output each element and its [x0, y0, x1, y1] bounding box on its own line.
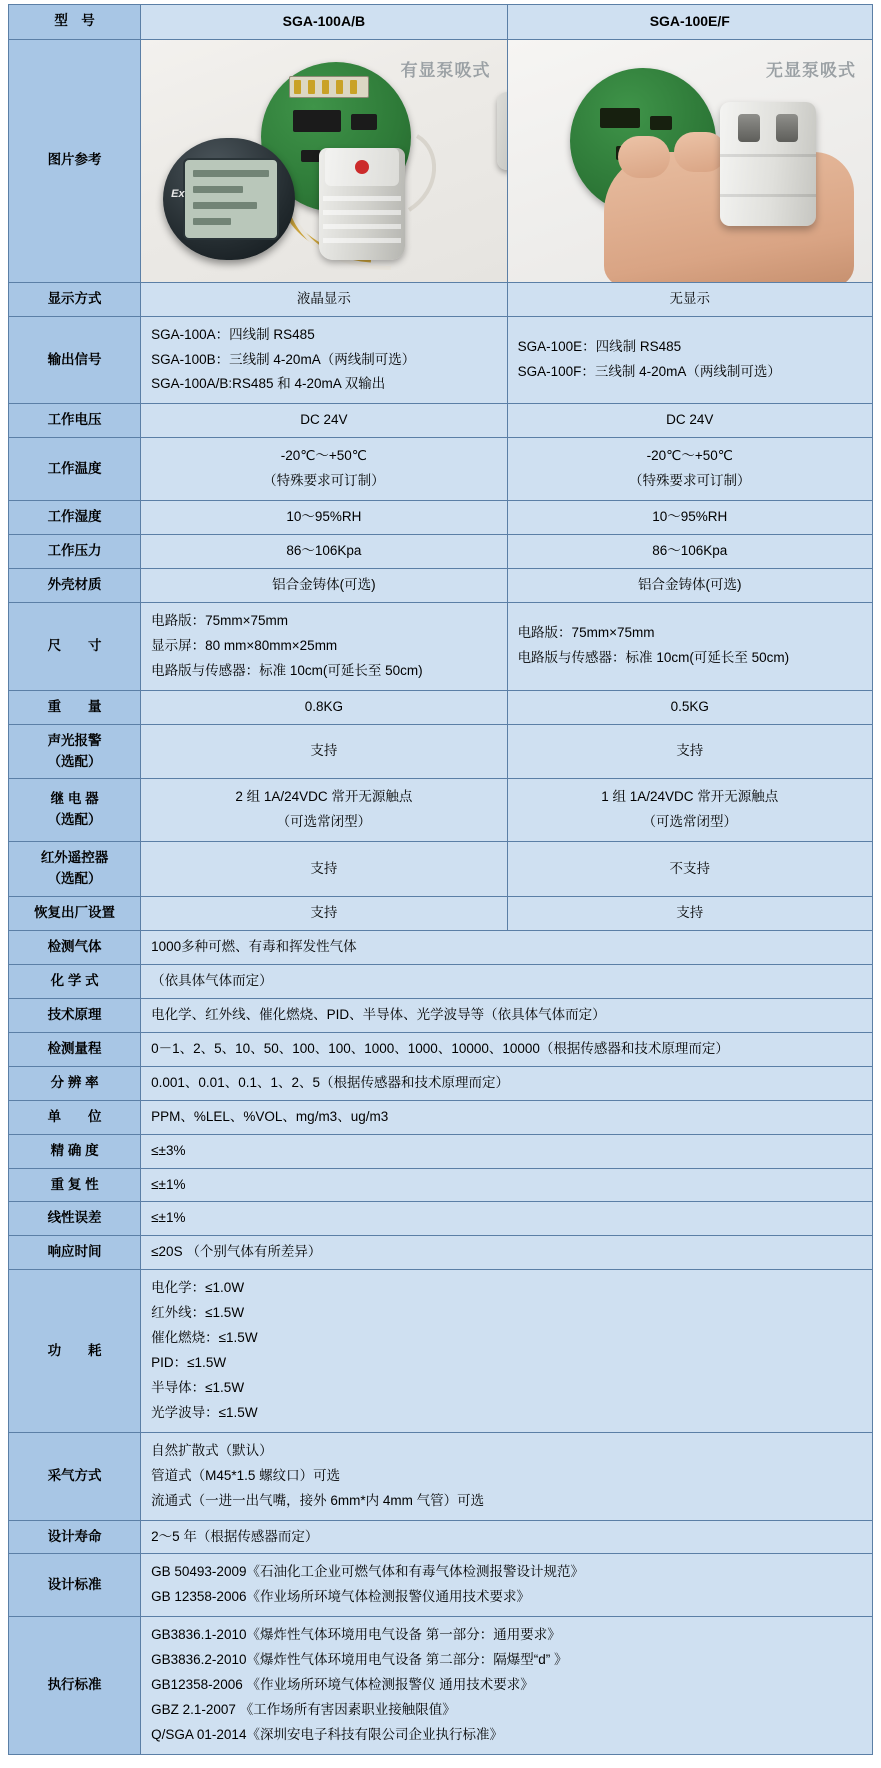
- terminal-block-icon: [289, 76, 369, 98]
- dimension-b-line: 电路版：75mm×75mm: [517, 625, 655, 641]
- relay-b-line: （可选常闭型）: [642, 814, 738, 830]
- dimension-b-line: 电路版与传感器：标准 10cm(可延长至 50cm): [517, 650, 790, 666]
- dimension-a: [141, 602, 507, 690]
- table-row: [9, 1202, 873, 1236]
- execution-standard-line: GBZ 2.1-2007 《工作场所有害因素职业接触限值》: [151, 1702, 456, 1718]
- row-label-alarm-line: （选配）: [47, 753, 102, 769]
- execution-standard-line: Q/SGA 01-2014《深圳安电子科技有限公司企业执行标准》: [151, 1727, 503, 1743]
- alarm-b: 支持: [507, 724, 872, 779]
- display-b: 无显示: [507, 282, 872, 316]
- row-label-temperature: 工作温度: [9, 438, 141, 501]
- alarm-a: 支持: [141, 724, 507, 779]
- product-photo-a: [141, 39, 507, 282]
- table-body: [9, 5, 873, 1755]
- lcd-screen: [183, 158, 279, 240]
- temperature-b-line: （特殊要求可订制）: [629, 473, 751, 489]
- finger: [674, 132, 726, 172]
- row-label-relay: [9, 779, 141, 842]
- row-label-model: 型 号: [9, 5, 141, 40]
- sampling-line: 管道式（M45*1.5 螺纹口）可选: [151, 1467, 341, 1483]
- sensor-large: [319, 148, 405, 260]
- row-label-formula: 化 学 式: [9, 964, 141, 998]
- pressure-a: 86～106Kpa: [141, 535, 507, 569]
- sensor-indicator: [355, 160, 369, 174]
- model-a: SGA-100A/B: [141, 5, 507, 40]
- gas-port-icon: [738, 114, 760, 142]
- row-label-resolution: 分 辨 率: [9, 1066, 141, 1100]
- power-line: 电化学：≤1.0W: [151, 1280, 245, 1296]
- humidity-a: 10～95%RH: [141, 501, 507, 535]
- power-line: 红外线：≤1.5W: [151, 1305, 245, 1321]
- response-time-value: ≤20S （个别气体有所差异）: [141, 1236, 873, 1270]
- output-a-line: SGA-100A：四线制 RS485: [151, 326, 315, 342]
- output-b: [507, 316, 872, 404]
- linearity-value: ≤±1%: [141, 1202, 873, 1236]
- pressure-b: 86～106Kpa: [507, 535, 872, 569]
- table-row: [9, 316, 873, 404]
- dimension-a-line: 电路版与传感器：标准 10cm(可延长至 50cm): [151, 662, 423, 678]
- table-row: [9, 1032, 873, 1066]
- table-row: [9, 501, 873, 535]
- sensor-probe: [720, 102, 816, 226]
- table-row: [9, 39, 873, 282]
- row-label-remote: [9, 842, 141, 897]
- design-standard-value: [141, 1554, 873, 1617]
- row-label-pressure: 工作压力: [9, 535, 141, 569]
- row-label-sampling: 采气方式: [9, 1432, 141, 1520]
- table-row: [9, 1168, 873, 1202]
- table-row: [9, 964, 873, 998]
- table-row: [9, 1520, 873, 1554]
- row-label-factory-reset: 恢复出厂设置: [9, 897, 141, 931]
- temperature-b-line: -20℃～+50℃: [646, 448, 733, 464]
- unit-value: PPM、%LEL、%VOL、mg/m3、ug/m3: [141, 1100, 873, 1134]
- housing-a: 铝合金铸体(可选): [141, 568, 507, 602]
- temperature-a-line: （特殊要求可订制）: [263, 473, 385, 489]
- table-row: [9, 602, 873, 690]
- chip-icon: [351, 114, 377, 130]
- row-label-repeatability: 重 复 性: [9, 1168, 141, 1202]
- row-label-remote-line: （选配）: [47, 871, 102, 887]
- table-row: [9, 1134, 873, 1168]
- row-label-power: 功 耗: [9, 1270, 141, 1433]
- table-row: [9, 1100, 873, 1134]
- sampling-line: 自然扩散式（默认）: [151, 1442, 273, 1458]
- row-label-gas: 检测气体: [9, 931, 141, 965]
- chip-icon: [293, 110, 341, 132]
- remote-b: 不支持: [507, 842, 872, 897]
- chip-icon: [600, 108, 640, 128]
- gas-value: 1000多种可燃、有毒和挥发性气体: [141, 931, 873, 965]
- model-b: SGA-100E/F: [507, 5, 872, 40]
- execution-standard-value: [141, 1617, 873, 1755]
- design-standard-line: GB 50493-2009《石油化工企业可燃气体和有毒气体检测报警设计规范》: [151, 1564, 584, 1580]
- output-a: [141, 316, 507, 404]
- table-row: [9, 779, 873, 842]
- display-a: 液晶显示: [141, 282, 507, 316]
- temperature-a: [141, 438, 507, 501]
- dimension-a-line: 显示屏：80 mm×80mm×25mm: [151, 637, 338, 653]
- table-row: [9, 535, 873, 569]
- dimension-b: [507, 602, 872, 690]
- repeatability-value: ≤±1%: [141, 1168, 873, 1202]
- row-label-range: 检测量程: [9, 1032, 141, 1066]
- photo-b-caption: 无显泵吸式: [766, 60, 856, 80]
- housing-b: 铝合金铸体(可选): [507, 568, 872, 602]
- product-photo-b: [507, 39, 872, 282]
- output-a-line: SGA-100A/B:RS485 和 4-20mA 双输出: [151, 376, 386, 392]
- resolution-value: 0.001、0.01、0.1、1、2、5（根据传感器和技术原理而定）: [141, 1066, 873, 1100]
- row-label-accuracy: 精 确 度: [9, 1134, 141, 1168]
- execution-standard-line: GB12358-2006 《作业场所环境气体检测报警仪 通用技术要求》: [151, 1677, 534, 1693]
- output-a-line: SGA-100B：三线制 4-20mA（两线制可选）: [151, 351, 416, 367]
- photo-a-caption: 有显泵吸式: [400, 60, 491, 80]
- specification-table: [8, 4, 873, 1755]
- output-b-line: SGA-100E：四线制 RS485: [517, 339, 682, 355]
- row-label-design-standard: 设计标准: [9, 1554, 141, 1617]
- relay-a-line: 2 组 1A/24VDC 常开无源触点: [235, 789, 413, 805]
- row-label-weight: 重 量: [9, 690, 141, 724]
- temperature-a-line: -20℃～+50℃: [280, 448, 367, 464]
- row-label-execution-standard: 执行标准: [9, 1617, 141, 1755]
- relay-b: [507, 779, 872, 842]
- weight-a: 0.8KG: [141, 690, 507, 724]
- row-label-response-time: 响应时间: [9, 1236, 141, 1270]
- execution-standard-line: GB3836.1-2010《爆炸性气体环境用电气设备 第一部分：通用要求》: [151, 1627, 561, 1643]
- power-line: 半导体：≤1.5W: [151, 1379, 245, 1395]
- power-value: [141, 1270, 873, 1433]
- humidity-b: 10～95%RH: [507, 501, 872, 535]
- row-label-display: 显示方式: [9, 282, 141, 316]
- row-label-output: 输出信号: [9, 316, 141, 404]
- dimension-a-line: 电路版：75mm×75mm: [151, 612, 289, 628]
- row-label-remote-line: 红外遥控器: [40, 850, 109, 866]
- row-label-dimension: 尺 寸: [9, 602, 141, 690]
- lifespan-value: 2～5 年（根据传感器而定）: [141, 1520, 873, 1554]
- relay-a: [141, 779, 507, 842]
- ex-marking: Ex: [171, 187, 185, 200]
- sampling-value: [141, 1432, 873, 1520]
- row-label-relay-line: 继 电 器: [50, 791, 99, 807]
- photo-b-inner: [508, 40, 872, 282]
- row-label-relay-line: （选配）: [47, 812, 102, 828]
- chip-icon: [650, 116, 672, 130]
- factory-reset-a: 支持: [141, 897, 507, 931]
- table-row: [9, 998, 873, 1032]
- row-label-linearity: 线性误差: [9, 1202, 141, 1236]
- execution-standard-line: GB3836.2-2010《爆炸性气体环境用电气设备 第二部分：隔爆型“d” 》: [151, 1652, 568, 1668]
- factory-reset-b: 支持: [507, 897, 872, 931]
- power-line: 光学波导：≤1.5W: [151, 1404, 258, 1420]
- design-standard-line: GB 12358-2006《作业场所环境气体检测报警仪通用技术要求》: [151, 1589, 530, 1605]
- table-row: [9, 842, 873, 897]
- row-label-voltage: 工作电压: [9, 404, 141, 438]
- table-row: [9, 1236, 873, 1270]
- table-row: [9, 1554, 873, 1617]
- output-b-line: SGA-100F：三线制 4-20mA（两线制可选）: [517, 363, 781, 379]
- principle-value: 电化学、红外线、催化燃烧、PID、半导体、光学波导等（依具体气体而定）: [141, 998, 873, 1032]
- row-label-principle: 技术原理: [9, 998, 141, 1032]
- weight-b: 0.5KG: [507, 690, 872, 724]
- table-row: [9, 1617, 873, 1755]
- photo-a-inner: [141, 40, 506, 282]
- table-row: [9, 1066, 873, 1100]
- table-row: [9, 5, 873, 40]
- table-row: [9, 690, 873, 724]
- row-label-photo: 图片参考: [9, 39, 141, 282]
- lcd-display-unit: [163, 138, 295, 260]
- range-value: 0－1、2、5、10、50、100、100、1000、1000、10000、10000（根据传感器和技术原理而定）: [141, 1032, 873, 1066]
- voltage-b: DC 24V: [507, 404, 872, 438]
- sensor-small: [497, 92, 506, 170]
- power-line: 催化燃烧：≤1.5W: [151, 1330, 258, 1346]
- table-row: [9, 1432, 873, 1520]
- accuracy-value: ≤±3%: [141, 1134, 873, 1168]
- row-label-humidity: 工作湿度: [9, 501, 141, 535]
- finger: [618, 136, 670, 178]
- table-row: [9, 897, 873, 931]
- row-label-unit: 单 位: [9, 1100, 141, 1134]
- row-label-alarm: [9, 724, 141, 779]
- relay-b-line: 1 组 1A/24VDC 常开无源触点: [601, 789, 779, 805]
- table-row: [9, 404, 873, 438]
- remote-a: 支持: [141, 842, 507, 897]
- chip-icon: [301, 150, 321, 162]
- table-row: [9, 931, 873, 965]
- row-label-housing: 外壳材质: [9, 568, 141, 602]
- row-label-alarm-line: 声光报警: [47, 732, 102, 748]
- table-row: [9, 568, 873, 602]
- gas-port-icon: [776, 114, 798, 142]
- relay-a-line: （可选常闭型）: [276, 814, 372, 830]
- row-label-lifespan: 设计寿命: [9, 1520, 141, 1554]
- power-line: PID：≤1.5W: [151, 1355, 227, 1371]
- voltage-a: DC 24V: [141, 404, 507, 438]
- table-row: [9, 724, 873, 779]
- temperature-b: [507, 438, 872, 501]
- table-row: [9, 1270, 873, 1433]
- sampling-line: 流通式（一进一出气嘴，接外 6mm*内 4mm 气管）可选: [151, 1492, 485, 1508]
- table-row: [9, 438, 873, 501]
- table-row: [9, 282, 873, 316]
- formula-value: （依具体气体而定）: [141, 964, 873, 998]
